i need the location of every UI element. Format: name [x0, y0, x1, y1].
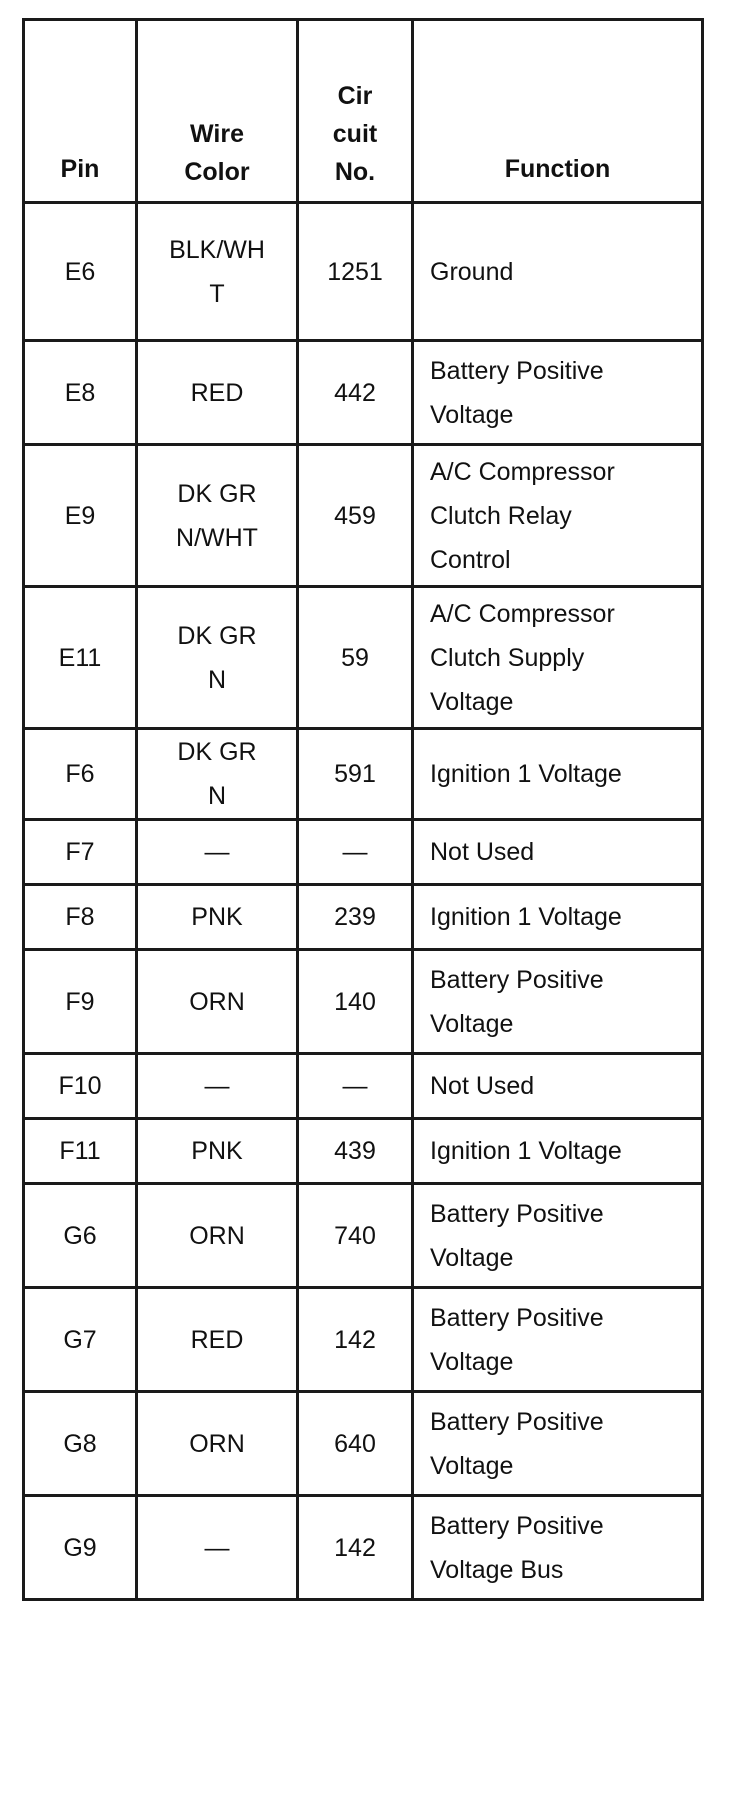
pin-cell: F11 [24, 1119, 137, 1184]
table-row [24, 1392, 703, 1496]
table-row [24, 950, 703, 1054]
header-circuit-line1: Cir [337, 82, 373, 110]
function-cell [413, 445, 703, 587]
function-text: A/C Compressor Clutch Supply Voltage [430, 599, 615, 716]
wire-color-cell [137, 1184, 298, 1288]
function-text: Battery Positive Voltage [430, 1407, 604, 1480]
wire-color-cell [137, 1392, 298, 1496]
circuit-number-cell: 142 [298, 1496, 413, 1600]
circuit-number-cell: 140 [298, 950, 413, 1054]
table-row [24, 341, 703, 445]
function-text: Ignition 1 Voltage [430, 903, 622, 931]
wire-color-text: RED [190, 1325, 244, 1354]
table-row [24, 1288, 703, 1392]
table-row [24, 820, 703, 885]
wire-color-text: — [204, 838, 230, 866]
circuit-number-cell: 239 [298, 885, 413, 950]
circuit-number-cell: 59 [298, 587, 413, 729]
function-text: Battery Positive Voltage [430, 965, 604, 1038]
wire-color-text: PNK [191, 903, 243, 931]
wire-color-text: PNK [191, 1137, 243, 1165]
wire-color-text: — [204, 1533, 230, 1562]
header-function-label: Function [504, 155, 611, 183]
table-row [24, 729, 703, 820]
pin-cell: G7 [24, 1288, 137, 1392]
header-pin-label: Pin [60, 155, 100, 183]
table-row [24, 1184, 703, 1288]
header-pin [24, 20, 137, 203]
pin-cell: E8 [24, 341, 137, 445]
function-text: Battery Positive Voltage [430, 1303, 604, 1376]
header-wire-color-line1: Wire [190, 120, 244, 148]
wire-color-cell [137, 1054, 298, 1119]
wire-color-text: ORN [189, 1429, 245, 1458]
pin-cell: F6 [24, 729, 137, 820]
function-text: Not Used [430, 1072, 535, 1100]
circuit-number-cell: 1251 [298, 203, 413, 341]
wire-color-cell [137, 885, 298, 950]
pin-cell: G6 [24, 1184, 137, 1288]
wire-color-text: RED [190, 378, 244, 407]
function-cell [413, 729, 703, 820]
header-circuit-line2: cuit [332, 120, 378, 148]
function-text: A/C Compressor Clutch Relay Control [430, 457, 615, 574]
header-wire-color-line2: Color [184, 158, 250, 186]
table-body [24, 203, 703, 1600]
circuit-number-cell: 442 [298, 341, 413, 445]
wire-color-cell [137, 1496, 298, 1600]
table-row [24, 1119, 703, 1184]
wire-color-text: DK GRN [177, 738, 257, 810]
function-cell [413, 203, 703, 341]
circuit-number-cell: 740 [298, 1184, 413, 1288]
table-row [24, 445, 703, 587]
wire-color-text: DK GRN [177, 621, 257, 694]
table-row [24, 587, 703, 729]
function-text: Battery Positive Voltage [430, 1199, 604, 1272]
pin-cell: G8 [24, 1392, 137, 1496]
header-circuit-no [298, 20, 413, 203]
function-cell [413, 1392, 703, 1496]
function-text: Ground [430, 257, 514, 286]
wire-color-cell [137, 587, 298, 729]
table-row [24, 1054, 703, 1119]
circuit-number-cell: 591 [298, 729, 413, 820]
pinout-table [22, 18, 704, 1601]
function-cell [413, 1054, 703, 1119]
connector-pinout-table [22, 18, 704, 1601]
function-cell [413, 587, 703, 729]
circuit-number-cell: 142 [298, 1288, 413, 1392]
table-row [24, 203, 703, 341]
pin-cell: F8 [24, 885, 137, 950]
function-text: Not Used [430, 838, 535, 866]
function-text: Ignition 1 Voltage [430, 760, 622, 788]
pin-cell: G9 [24, 1496, 137, 1600]
table-row [24, 1496, 703, 1600]
function-cell [413, 820, 703, 885]
wire-color-cell [137, 203, 298, 341]
function-cell [413, 1184, 703, 1288]
wire-color-cell [137, 950, 298, 1054]
wire-color-text: ORN [189, 987, 245, 1016]
circuit-number-cell: 439 [298, 1119, 413, 1184]
function-text: Battery Positive Voltage Bus [430, 1511, 604, 1584]
function-cell [413, 885, 703, 950]
pin-cell: E6 [24, 203, 137, 341]
wire-color-cell [137, 445, 298, 587]
pin-cell: F9 [24, 950, 137, 1054]
function-cell [413, 950, 703, 1054]
pin-cell: E11 [24, 587, 137, 729]
wire-color-text: ORN [189, 1221, 245, 1250]
function-text: Battery Positive Voltage [430, 356, 604, 429]
circuit-number-cell: 459 [298, 445, 413, 587]
pin-cell: F7 [24, 820, 137, 885]
circuit-number-cell: 640 [298, 1392, 413, 1496]
wire-color-text: DK GRN/WHT [176, 479, 258, 552]
pin-cell: E9 [24, 445, 137, 587]
function-text: Ignition 1 Voltage [430, 1137, 622, 1165]
header-circuit-line3: No. [334, 158, 376, 186]
wire-color-text: BLK/WHT [169, 235, 265, 308]
function-cell [413, 341, 703, 445]
function-cell [413, 1496, 703, 1600]
table-header-row [24, 20, 703, 203]
wire-color-text: — [204, 1072, 230, 1100]
circuit-number-cell: — [298, 1054, 413, 1119]
header-wire-color [137, 20, 298, 203]
wire-color-cell [137, 729, 298, 820]
function-cell [413, 1288, 703, 1392]
header-function [413, 20, 703, 203]
wire-color-cell [137, 820, 298, 885]
function-cell [413, 1119, 703, 1184]
wire-color-cell [137, 341, 298, 445]
table-row [24, 885, 703, 950]
wire-color-cell [137, 1288, 298, 1392]
circuit-number-cell: — [298, 820, 413, 885]
pin-cell: F10 [24, 1054, 137, 1119]
wire-color-cell [137, 1119, 298, 1184]
